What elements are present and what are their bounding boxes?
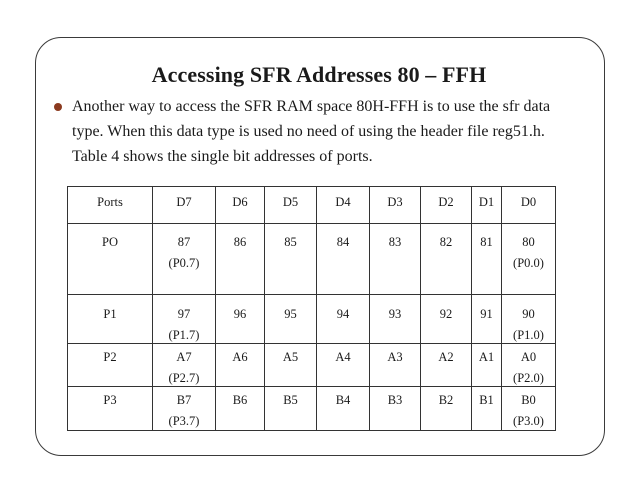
cell-pin-label: (P3.0)	[513, 414, 544, 428]
cell-value: 85	[284, 235, 297, 249]
cell-value: 95	[284, 307, 297, 321]
cell-value: A4	[335, 350, 351, 364]
bit-address-cell	[265, 295, 317, 344]
cell-value: P1	[103, 307, 117, 321]
bit-address-cell	[153, 344, 216, 387]
cell-value: 87	[177, 235, 191, 249]
bit-address-cell	[153, 224, 216, 295]
bit-address-cell	[472, 224, 502, 295]
bit-address-cell	[265, 387, 317, 431]
bit-address-cell	[265, 344, 317, 387]
bit-address-cell	[421, 295, 472, 344]
cell-value: A3	[387, 350, 403, 364]
bit-address-cell	[216, 344, 265, 387]
bit-address-cell	[421, 224, 472, 295]
cell-value: B3	[387, 393, 403, 407]
cell-value: 93	[388, 307, 402, 321]
cell-value: 94	[336, 307, 350, 321]
cell-value: 81	[480, 235, 493, 249]
header-cell: D1	[472, 187, 502, 224]
bit-address-cell	[370, 387, 421, 431]
cell-value: 90	[522, 307, 535, 321]
bit-address-cell	[153, 387, 216, 431]
bit-address-cell	[317, 224, 370, 295]
bit-address-cell	[317, 295, 370, 344]
bit-address-cell	[502, 387, 556, 431]
cell-value: B1	[479, 393, 494, 407]
table-row	[68, 387, 556, 431]
cell-pin-label: (P0.0)	[513, 256, 544, 270]
cell-value: 83	[388, 235, 402, 249]
bullet-text: Another way to access the SFR RAM space 80H-FFH is to use the sfr data type. When this data type is used no need of using the header file reg51.h. Table 4 shows the single bit addresses of ports.	[72, 98, 551, 165]
cell-value: A5	[282, 350, 299, 364]
cell-value: A6	[232, 350, 248, 364]
cell-value: B0	[521, 393, 536, 407]
header-cell: D7	[153, 187, 216, 224]
bit-address-cell	[502, 224, 556, 295]
slide-title: Accessing SFR Addresses 80 – FFH	[151, 62, 487, 87]
cell-value: 92	[439, 307, 453, 321]
cell-value: B2	[438, 393, 454, 407]
header-cell: D5	[265, 187, 317, 224]
cell-pin-label: (P0.7)	[168, 256, 200, 270]
table-row	[68, 295, 556, 344]
port-bit-address-table	[67, 186, 556, 431]
bit-address-cell	[317, 344, 370, 387]
port-name-cell	[68, 224, 153, 295]
bit-address-cell	[472, 295, 502, 344]
bullet-icon	[54, 103, 62, 111]
table-header-row	[68, 187, 556, 224]
bit-address-cell	[265, 224, 317, 295]
cell-value: PO	[102, 235, 118, 249]
cell-value: B5	[283, 393, 298, 407]
bit-address-cell	[216, 224, 265, 295]
cell-value: B7	[176, 393, 192, 407]
cell-pin-label: (P1.7)	[168, 328, 200, 342]
header-cell: D0	[502, 187, 556, 224]
bit-address-cell	[216, 295, 265, 344]
cell-value: B4	[335, 393, 351, 407]
bit-address-cell	[370, 295, 421, 344]
cell-value: A7	[176, 350, 192, 364]
header-cell: Ports	[68, 187, 153, 224]
cell-pin-label: (P2.0)	[513, 371, 544, 385]
bit-address-cell	[317, 387, 370, 431]
bit-address-cell	[502, 295, 556, 344]
header-cell: D4	[317, 187, 370, 224]
bit-address-cell	[472, 344, 502, 387]
cell-pin-label: (P1.0)	[513, 328, 544, 342]
cell-value: B6	[232, 393, 248, 407]
cell-value: 80	[522, 235, 535, 249]
port-name-cell	[68, 295, 153, 344]
header-cell: D6	[216, 187, 265, 224]
cell-value: P2	[103, 350, 117, 364]
cell-value: 84	[336, 235, 350, 249]
header-cell: D2	[421, 187, 472, 224]
table-row	[68, 344, 556, 387]
bit-address-cell	[421, 344, 472, 387]
cell-value: 82	[439, 235, 453, 249]
bit-address-cell	[421, 387, 472, 431]
bit-address-cell	[153, 295, 216, 344]
table-row	[68, 224, 556, 295]
bit-address-cell	[370, 224, 421, 295]
port-name-cell	[68, 344, 153, 387]
cell-pin-label: (P3.7)	[168, 414, 200, 428]
cell-pin-label: (P2.7)	[168, 371, 200, 385]
cell-value: 91	[480, 307, 493, 321]
cell-value: 86	[233, 235, 247, 249]
cell-value: 96	[233, 307, 247, 321]
cell-value: P3	[103, 393, 117, 407]
port-name-cell	[68, 387, 153, 431]
bit-address-cell	[502, 344, 556, 387]
cell-value: A2	[438, 350, 454, 364]
cell-value: 97	[177, 307, 191, 321]
cell-value: A1	[478, 350, 495, 364]
header-cell: D3	[370, 187, 421, 224]
bit-address-cell	[472, 387, 502, 431]
cell-value: A0	[520, 350, 537, 364]
bit-address-cell	[216, 387, 265, 431]
bit-address-cell	[370, 344, 421, 387]
